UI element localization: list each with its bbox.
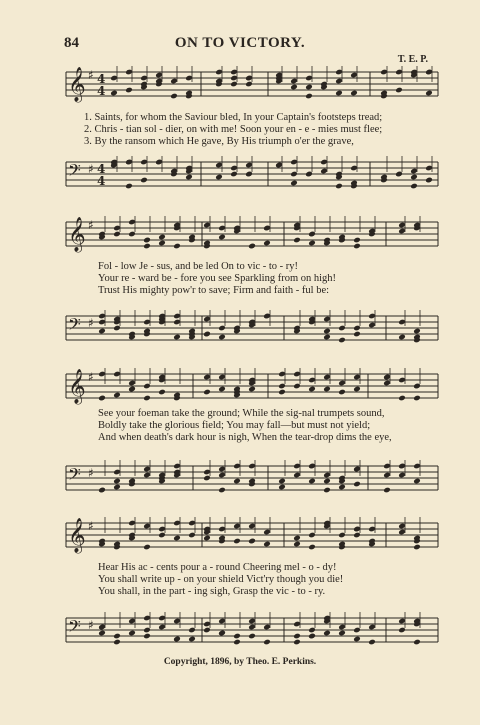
note-head [323,487,331,494]
note-head [185,174,193,181]
lyric-line: Hear His ac - cents pour a - round Cheering mel - o - dy! [98,562,337,573]
note-head [353,243,361,250]
note-head [323,328,331,335]
note-head [218,630,226,637]
note-head [173,636,181,643]
note-head [413,328,421,335]
note-head [173,535,181,542]
note-head [368,639,376,646]
note-head [308,240,316,247]
sharp-icon: ♯ [88,68,94,82]
note-head [143,544,151,551]
note-head [125,87,133,94]
lyric-line: 1. Saints, for whom the Saviour bled, In your Captain's footsteps tread; [84,112,383,123]
lyric-line: See your foeman take the ground; While the sig-nal trumpets sound, [98,408,385,419]
sharp-icon: ♯ [88,218,94,232]
lyric-line: And when death's dark hour is nigh, When the tear-drop dims the eye, [98,432,392,443]
note-head [383,487,391,494]
note-head [413,395,421,402]
note-head [110,90,118,97]
note-head [338,630,346,637]
bass-clef-icon: 𝄢 [68,464,81,488]
note-head [158,234,166,241]
lyric-line: 3. By the ransom which He gave, By His triumph o'er the grave, [84,136,354,147]
note-head [398,395,406,402]
note-head [338,337,346,344]
note-head [353,331,361,338]
note-head [335,90,343,97]
treble-clef-icon: 𝄞 [68,369,86,404]
note-head [98,328,106,335]
note-head [395,87,403,94]
note-head [248,243,256,250]
note-head [353,237,361,244]
note-head [143,633,151,640]
note-head [278,484,286,491]
note-head [125,183,133,190]
lyric-line: You shall write up - on your shield Vict'ry though you die! [98,574,344,585]
note-head [323,386,331,393]
note-head [413,639,421,646]
note-head [128,630,136,637]
note-head [278,478,286,485]
note-head [218,234,226,241]
note-head [293,639,301,646]
note-head [215,174,223,181]
note-head [290,84,298,91]
note-head [203,389,211,396]
note-head [233,639,241,646]
note-head [413,544,421,551]
note-head [188,636,196,643]
note-head [323,630,331,637]
note-head [248,386,256,393]
note-head [308,544,316,551]
note-head [338,389,346,396]
note-head [203,535,211,542]
note-head [218,334,226,341]
note-head [290,180,298,187]
note-head [248,538,256,545]
note-head [293,633,301,640]
note-head [113,639,121,646]
note-head [413,478,421,485]
note-head [263,541,271,548]
note-head [335,183,343,190]
note-head [410,174,418,181]
lyric-line: Your re - ward be - fore you see Sparkling from on high! [98,273,337,284]
note-head [293,237,301,244]
note-head [305,93,313,100]
note-head [113,484,121,491]
note-head [233,538,241,545]
note-head [113,478,121,485]
treble-clef-icon: 𝄞 [68,67,86,102]
note-head [143,243,151,250]
treble-clef-icon: 𝄞 [68,518,86,553]
note-head [293,541,301,548]
note-head [305,84,313,91]
time-signature: 4 [97,162,106,176]
note-head [128,386,136,393]
note-head [248,633,256,640]
note-head [233,478,241,485]
note-head [350,90,358,97]
note-head [353,636,361,643]
note-head [218,386,226,393]
note-head [218,487,226,494]
note-head [308,633,316,640]
note-head [410,183,418,190]
note-head [353,481,361,488]
treble-clef-icon: 𝄞 [68,217,86,252]
note-head [158,240,166,247]
note-head [140,177,148,184]
note-head [173,243,181,250]
note-head [293,535,301,542]
note-head [203,331,211,338]
sharp-icon: ♯ [88,466,94,480]
time-signature: 4 [97,84,106,98]
note-head [173,334,181,341]
note-head [308,386,316,393]
note-head [308,478,316,485]
note-head [353,386,361,393]
hymn-title: ON TO VICTORY. [174,35,306,51]
note-head [323,478,331,485]
lyric-line: 2. Chris - tian sol - dier, on with me! Soon your en - e - mies must flee; [84,124,383,135]
sharp-icon: ♯ [88,370,94,384]
bass-clef-icon: 𝄢 [68,314,81,338]
page-number: 84 [64,35,79,51]
note-head [98,487,106,494]
note-head [425,177,433,184]
note-head [263,639,271,646]
sharp-icon: ♯ [88,618,94,632]
sharp-icon: ♯ [88,316,94,330]
note-head [323,334,331,341]
bass-clef-icon: 𝄢 [68,616,81,640]
lyric-line: Fol - low Je - sus, and be led On to vic - to - ry! [98,261,299,272]
author-initials: T. E. P. [397,54,428,65]
sharp-icon: ♯ [88,162,94,176]
note-head [143,395,151,402]
bass-clef-icon: 𝄢 [68,160,81,184]
lyric-line: Boldly take the glorious field; You may fall—but must not yield; [98,420,371,431]
note-head [278,389,286,396]
note-head [98,395,106,402]
time-signature: 4 [97,174,106,188]
copyright-notice: Copyright, 1896, by Theo. E. Perkins. [163,657,317,667]
note-head [113,392,121,399]
note-head [143,237,151,244]
note-head [263,240,271,247]
note-head [170,93,178,100]
note-head [98,630,106,637]
note-head [425,90,433,97]
note-head [113,633,121,640]
note-head [338,484,346,491]
lyric-line: Trust His mighty pow'r to save; Firm and faith - ful be: [98,285,330,296]
lyric-line: You shall, in the part - ing sigh, Grasp the vic - to - ry. [98,586,326,597]
note-head [233,633,241,640]
time-signature: 4 [97,72,106,86]
sharp-icon: ♯ [88,519,94,533]
note-head [398,334,406,341]
note-head [158,389,166,396]
